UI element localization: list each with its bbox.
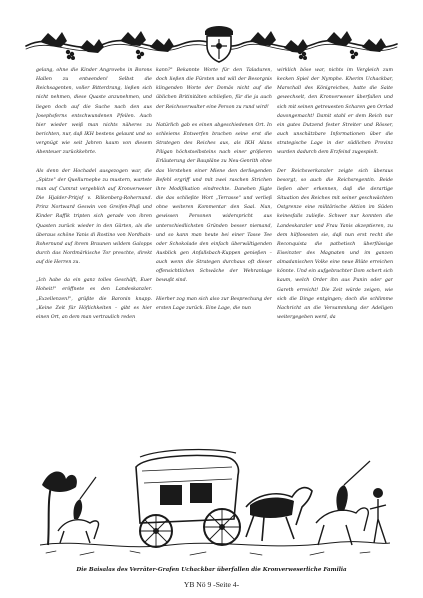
paragraph: Der Reichsverkanzler zeigte sich überaus besorgt, so auch die Reichsregentin. Beide ließen aber erkennen, daß die derartige Situation des Reiches mit seiner geschwächten Ostgrenze eine militärische Aktion im Süden keinesfalls zuließe. Schwer nur konnten die Landeskanzler und Frau Yanis akzeptieren, zu dem hilflosesten sie, daß nun erst recht die Reconquista die pathetisch überflüssige Eiseinzter des Magnaten und im ganzen almadanischen Volke eine neue Blüte erreichen könnte. Und ein aufgebrachter Dom schert sich kaum, welch Order ihn aus Punin oder gar Gareth erreicht! Die Zeit würde zeigen, wie sich die Dinge entgingen; doch die schlimme Nachricht an die Versammlung der Adeligen weitergegeben werd, da <box>277 168 393 321</box>
shield-crest-icon <box>205 26 233 62</box>
paragraph: Hierher zog man sich also zur Besprechung der ersten Lage zurück. Eine Lage, die nun <box>156 296 272 311</box>
page-footer: YB Nö 9 -Seite 4- <box>183 580 240 589</box>
ambush-illustration <box>40 427 390 565</box>
paragraph: kann?" Bekannte Worte für den Taladuren, doch ließen die Fürsten und will der Besorgnis klingenden Worte der Domäs nicht auf die üblichen Britinitäten schließen, für die ja auch der Reichsverwalter eine Person zu rund wird! <box>156 68 272 110</box>
article-column-3 <box>277 66 393 436</box>
tree-icon <box>42 471 77 545</box>
paragraph: Als denn der Hochadel ausgezogen war, die „Spitze" der Quellurnephe zu mustern, wartete man auf Cumrat vergeblich auf Kronverweser Die Hjalder-Pritjof v. Rilkenberg-Rohernund. Prinz Nortward Geswin von Greifen-Pluß und Kinder Raffik tripten sich gerade von ihren Quasten zurück wieder in den Gärten, als die überaus schöne Yanis di Rostino von Nordhain-Rohernund auf ihrem Braunen wildem Galopps durch das Nordmärkische Tor preschte, direkt auf die Herren zu. <box>36 168 152 266</box>
figure-caption: Die Baisalas des Verräter-Grafen Uchackbar überfallen die Kronverweserliche Familia <box>76 567 347 573</box>
article-column-2 <box>156 66 272 424</box>
paragraph: wirklich böse war, nichts im Vergleich zum kecken Spiel der Nymphe. Kherim Uchackbar, Marschall des Königreiches, hatte die Saite gewechselt, den Kronverweser überfallen und sich mit seinen getreuesten Scharen gen Orrlad davongemacht! Damit stahl er dem Reich nur ein gutes Dutzend fester Streiter und Rösser, auch unschätzbare Informationen über die strategische Lage in der südlichen Provinz wurden dadurch dem Erzfeind zugespielt. <box>277 68 393 156</box>
horse-icon <box>246 488 312 541</box>
paragraph: gelang, ohne die Kinder Angrovehs in Borons Hallen zu entwenden! Selbst die Reichsagenten, voller Bitterdrang, ließen sich nicht nehmen, diese Quaste anzunehmen, und liegen doch auf die Suche nach den aus Josephsferns entschwundenen Pfeilen. Auch hier wieder weiß man nichts näheres zu berichten, nur, daß IKH bestens gelaunt und so vergnügt wie seit Jahren kaum von diesem Abenteuer zurückkehrte. <box>36 68 152 156</box>
paragraph: Natürlich gab es einen abgeschiedenen Ort. In schleiems Entwerfen brachen seine erst die Strategen des Reiches aus, als IKH Alans Piligan höchstselbsteins nach einer größeren Erläuterung der Baupläne zu Neu-Genrith ohne das Verstehen einer Miene den derliegenden Befehl ergriff und mit zwei raschen Strichen ihre Modifikation eindrechte. Danehen fügte die das schließte Wort „Terrasse" und verließ ohne weiteren Kommentar den Saal. Nun, gewissen Personen widerspricht aus unterschiedlichsten Gründen besser niemand, und so kann man heute bei einer Tasse Tee oder Schokolade den einfach überwältigenden Ausblick gen Anfallsbach-Kuppen genießen – auch wenn die Strategen durchaus oft dieser offensichtlichen Schwäche der Wehranlage bewußt sind. <box>156 122 272 284</box>
grapevine-header-ornament <box>22 22 401 64</box>
paragraph: „Ich habe da ein ganz tolles Geschäft, Euer Hoheit!" eröffnete es den Landeskanzler. „Exzellenzen!", grüßte die Baronin knapp. „Keine Zeit für Höflichkeiten – gibt es hier einen Ort, an dem man vertraulich reden <box>36 278 152 320</box>
rider-icon <box>316 461 370 545</box>
article-column-1 <box>36 66 152 424</box>
fighter-icon <box>370 488 386 543</box>
carriage-icon <box>136 450 240 547</box>
